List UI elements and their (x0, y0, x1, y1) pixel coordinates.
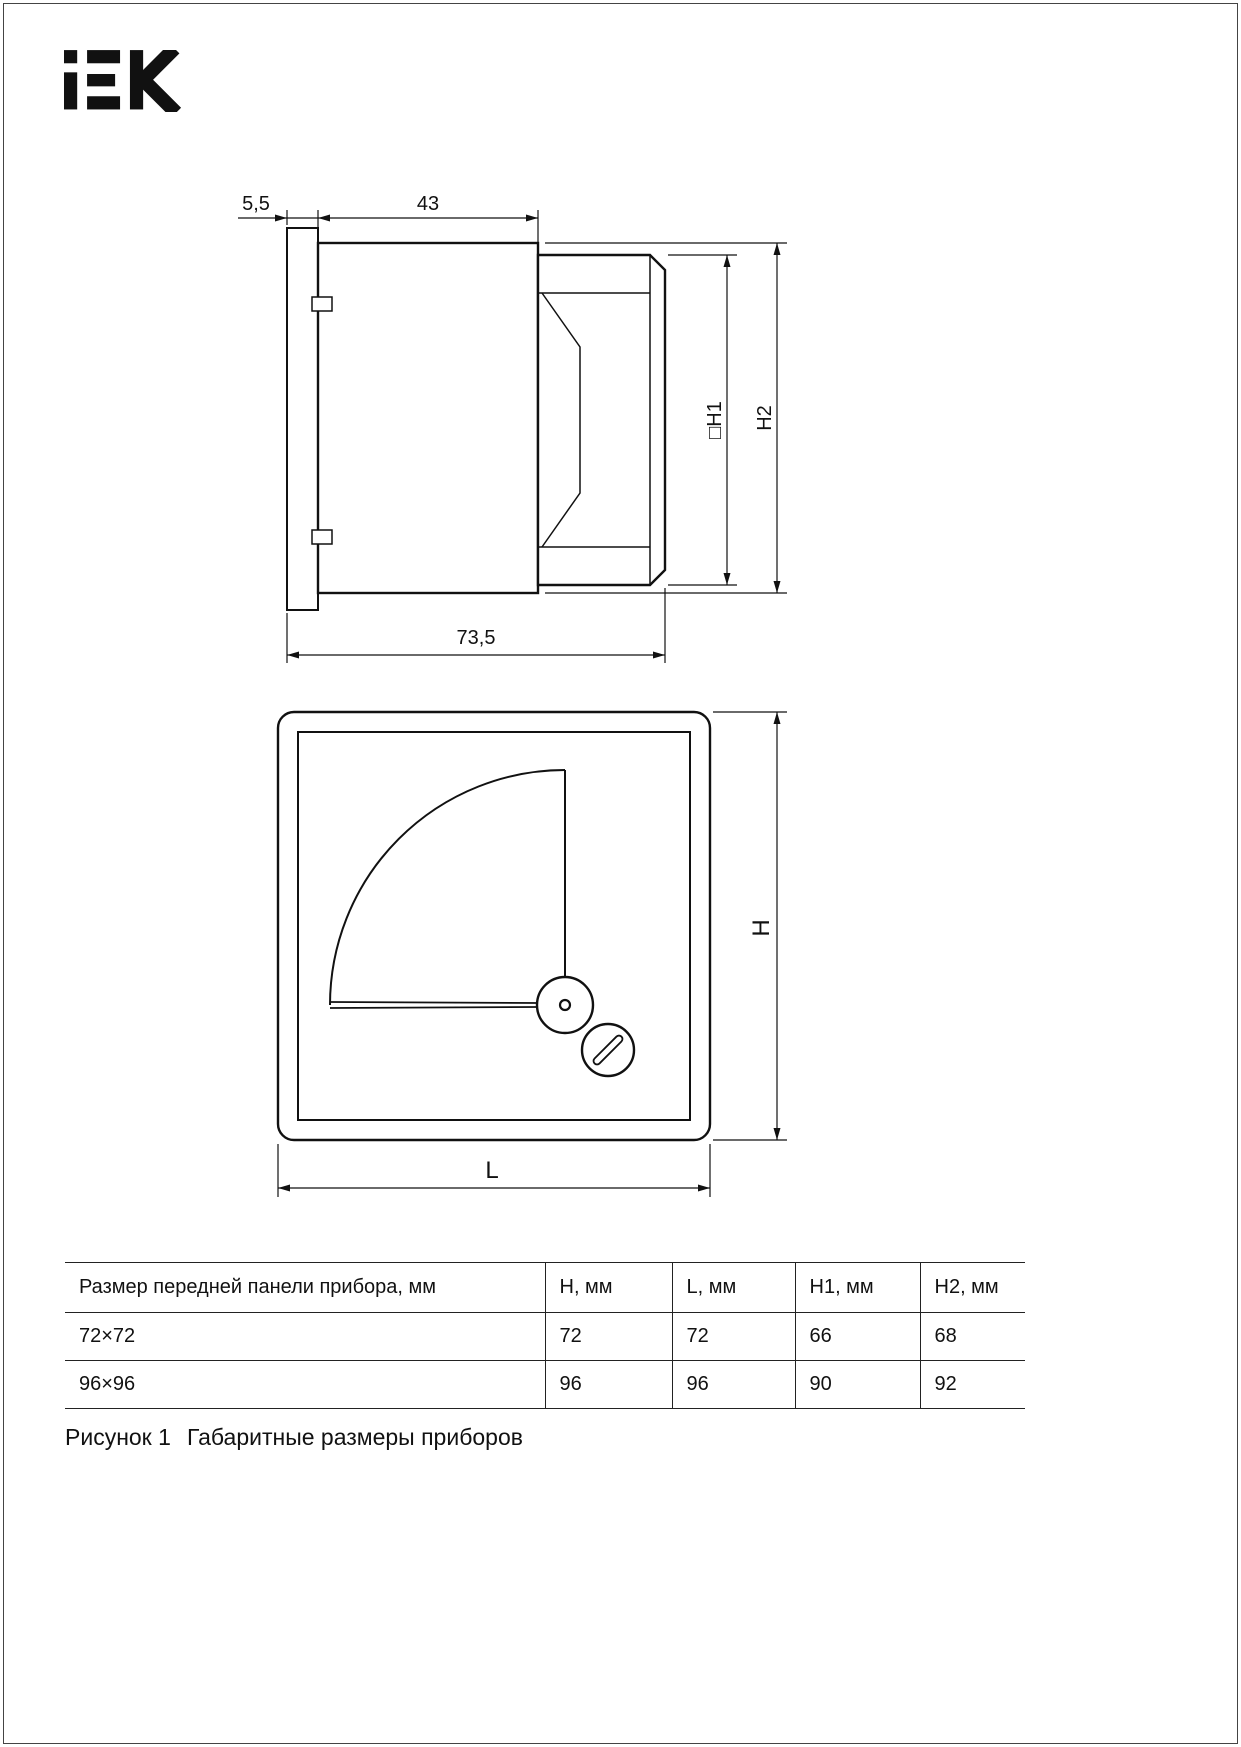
logo-k-upper-arm (146, 53, 170, 77)
arrowhead (724, 573, 731, 585)
arrowhead (318, 215, 330, 222)
figure-caption-number: Рисунок 1 (65, 1424, 171, 1450)
table-cell: 72 (672, 1313, 795, 1361)
arrowhead (698, 1185, 710, 1192)
table-row (65, 1361, 1025, 1409)
dim-width-l (278, 1144, 710, 1197)
iek-logo (64, 50, 186, 112)
col-header-l: L, мм (672, 1263, 795, 1313)
side-view-drawing (200, 185, 800, 675)
table-cell: 72 (545, 1313, 672, 1361)
meter-front-face (278, 712, 710, 1140)
col-header-h1: H1, мм (795, 1263, 920, 1313)
arrowhead (287, 652, 299, 659)
dim-rear-height-h1 (668, 255, 737, 585)
logo-i-stem (64, 72, 77, 109)
needle-lower-edge (330, 1007, 538, 1008)
dim-label-rear-height: □H1 (704, 401, 726, 439)
col-header-h2: H2, мм (920, 1263, 1025, 1313)
arrowhead (653, 652, 665, 659)
dim-total-depth (287, 588, 665, 663)
table-cell: 72×72 (79, 1325, 136, 1347)
arrowhead (278, 1185, 290, 1192)
table-cell: 96×96 (79, 1373, 136, 1395)
arrowhead (774, 712, 781, 724)
table-cell: 66 (795, 1313, 920, 1361)
panel-flange (287, 228, 318, 610)
arrowhead (724, 255, 731, 267)
col-header-h: H, мм (545, 1263, 672, 1313)
table-header-row (65, 1263, 1025, 1313)
meter-side-outline (287, 228, 665, 610)
col-header-panel-size: Размер передней панели прибора, мм (79, 1276, 437, 1298)
table-cell: 92 (920, 1361, 1025, 1409)
figure-caption-text: Габаритные размеры приборов (186, 1424, 523, 1450)
dimensions-table (65, 1262, 1025, 1409)
table-cell: 96 (545, 1361, 672, 1409)
mounting-clip-bottom (312, 530, 332, 544)
dim-label-width: L (485, 1157, 499, 1184)
dim-label-case-height: H2 (754, 405, 776, 431)
logo-k-lower-arm (146, 82, 172, 108)
figure-caption (65, 1424, 523, 1451)
table-row (65, 1313, 1025, 1361)
arrowhead (526, 215, 538, 222)
logo-e-mid-bar (87, 74, 115, 86)
rear-block (538, 255, 665, 585)
dim-height-h (713, 712, 787, 1140)
dim-label-height: H (748, 919, 775, 937)
arrowhead (774, 581, 781, 593)
logo-e-bottom-bar (87, 96, 120, 109)
meter-body (318, 243, 538, 593)
front-view-drawing (240, 700, 810, 1210)
needle-upper-edge (330, 1002, 538, 1003)
logo-e-top-bar (87, 50, 120, 63)
arrowhead (275, 215, 287, 222)
dim-label-flange-thickness: 5,5 (242, 193, 270, 215)
arrowhead (774, 243, 781, 255)
arrowhead (774, 1128, 781, 1140)
table-cell: 68 (920, 1313, 1025, 1361)
dim-label-body-depth: 43 (416, 193, 440, 215)
pivot-center-dot (560, 1000, 570, 1010)
mounting-clip-top (312, 297, 332, 311)
table-cell: 90 (795, 1361, 920, 1409)
dim-label-total-depth: 73,5 (456, 627, 496, 649)
table-cell: 96 (672, 1361, 795, 1409)
iek-logo-glyphs (64, 50, 171, 109)
logo-i-dot (64, 50, 77, 63)
